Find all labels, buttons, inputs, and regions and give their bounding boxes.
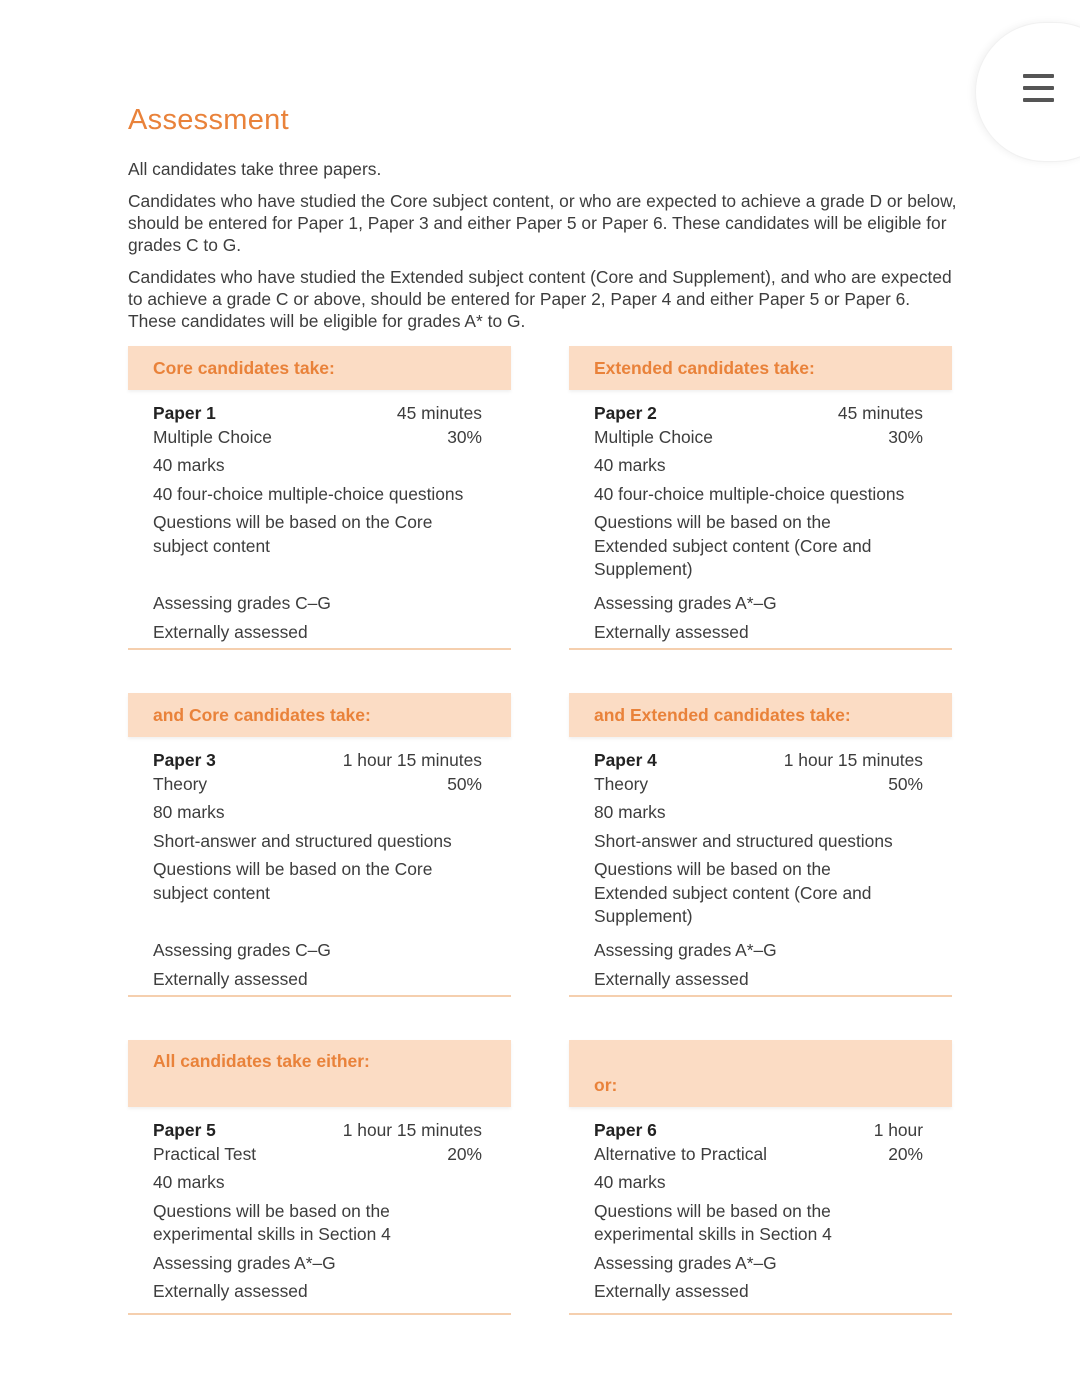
paper-assessment: Externally assessed xyxy=(594,621,749,642)
paper-assessment: Externally assessed xyxy=(594,1281,749,1301)
paper-type: Multiple Choice xyxy=(153,426,272,447)
intro-text xyxy=(128,158,958,342)
box-header: All candidates take either: xyxy=(128,1040,511,1107)
paper-duration: 45 minutes xyxy=(396,403,482,423)
paper-name: Paper 6 xyxy=(594,1120,657,1140)
paper-grades: Assessing grades C–G xyxy=(153,940,331,960)
paper-format: 40 four-choice multiple-choice questions xyxy=(594,483,905,504)
paper-grades: Assessing grades A*–G xyxy=(153,1252,336,1273)
paper-format: Short-answer and structured questions xyxy=(594,830,893,851)
hamburger-menu-icon[interactable] xyxy=(1023,74,1054,106)
paper-duration: 1 hour 15 minutes xyxy=(783,750,923,770)
paper-basis: Questions will be based on the Extended subject content (Core and Supplement) xyxy=(594,859,872,926)
paper-duration: 1 hour 15 minutes xyxy=(342,1120,482,1140)
paper-4-box xyxy=(569,693,952,997)
paper-duration: 1 hour 15 minutes xyxy=(342,750,482,770)
paper-type: Theory xyxy=(153,773,208,794)
paper-weight: 50% xyxy=(888,773,923,794)
paper-5-box xyxy=(128,1040,511,1315)
paper-grades: Assessing grades C–G xyxy=(153,593,331,613)
box-header: Core candidates take: xyxy=(128,346,511,390)
paper-marks: 40 marks xyxy=(153,1172,225,1192)
paper-name: Paper 2 xyxy=(594,403,657,423)
paper-basis: Questions will be based on the experimental skills in Section 4 xyxy=(153,1200,391,1244)
paper-assessment: Externally assessed xyxy=(153,1281,308,1301)
paper-weight: 20% xyxy=(888,1143,923,1164)
paper-grades: Assessing grades A*–G xyxy=(594,593,777,613)
paper-marks: 40 marks xyxy=(153,455,225,475)
paper-type: Multiple Choice xyxy=(594,426,713,447)
paper-weight: 30% xyxy=(447,426,482,447)
paper-weight: 20% xyxy=(447,1143,482,1164)
paper-basis: Questions will be based on the Extended subject content (Core and Supplement) xyxy=(594,512,872,579)
intro-paragraph: All candidates take three papers. xyxy=(128,159,382,179)
paper-type: Alternative to Practical xyxy=(594,1143,768,1164)
page-title: Assessment xyxy=(128,104,289,136)
paper-type: Practical Test xyxy=(153,1143,257,1164)
paper-assessment: Externally assessed xyxy=(594,968,749,989)
paper-assessment: Externally assessed xyxy=(153,621,308,642)
paper-type: Theory xyxy=(594,773,649,794)
paper-marks: 80 marks xyxy=(153,802,225,822)
paper-name: Paper 4 xyxy=(594,750,657,770)
box-header: Extended candidates take: xyxy=(569,346,952,390)
paper-1-box xyxy=(128,346,511,650)
paper-grades: Assessing grades A*–G xyxy=(594,940,777,960)
paper-weight: 30% xyxy=(888,426,923,447)
paper-marks: 40 marks xyxy=(594,455,666,475)
paper-assessment: Externally assessed xyxy=(153,968,308,989)
paper-name: Paper 3 xyxy=(153,750,216,770)
paper-format: 40 four-choice multiple-choice questions xyxy=(153,483,464,504)
paper-basis: Questions will be based on the experimental skills in Section 4 xyxy=(594,1200,832,1244)
paper-name: Paper 1 xyxy=(153,403,216,423)
intro-paragraph: Candidates who have studied the Core subject content, or who are expected to achieve a grade D or below, should be entered for Paper 1, Paper 3 and either Paper 5 or Paper 6. These candidates will be eligible for grades C to G. xyxy=(128,191,957,255)
paper-weight: 50% xyxy=(447,773,482,794)
paper-grades: Assessing grades A*–G xyxy=(594,1252,777,1273)
box-header: or: xyxy=(569,1040,952,1107)
box-header: and Extended candidates take: xyxy=(569,693,952,737)
paper-basis: Questions will be based on the Core subject content xyxy=(153,859,433,903)
paper-marks: 80 marks xyxy=(594,802,666,822)
paper-duration: 1 hour xyxy=(873,1120,923,1140)
paper-duration: 45 minutes xyxy=(837,403,923,423)
paper-2-box xyxy=(569,346,952,650)
paper-name: Paper 5 xyxy=(153,1120,216,1140)
paper-basis: Questions will be based on the Core subject content xyxy=(153,512,433,556)
paper-3-box xyxy=(128,693,511,997)
paper-format: Short-answer and structured questions xyxy=(153,830,452,851)
box-header: and Core candidates take: xyxy=(128,693,511,737)
paper-6-box xyxy=(569,1040,952,1315)
paper-marks: 40 marks xyxy=(594,1172,666,1192)
intro-paragraph: Candidates who have studied the Extended subject content (Core and Supplement), and who are expected to achieve a grade C or above, should be entered for Paper 2, Paper 4 and either Paper 5 or Paper 6. These candidates will be eligible for grades A* to G. xyxy=(128,267,952,331)
